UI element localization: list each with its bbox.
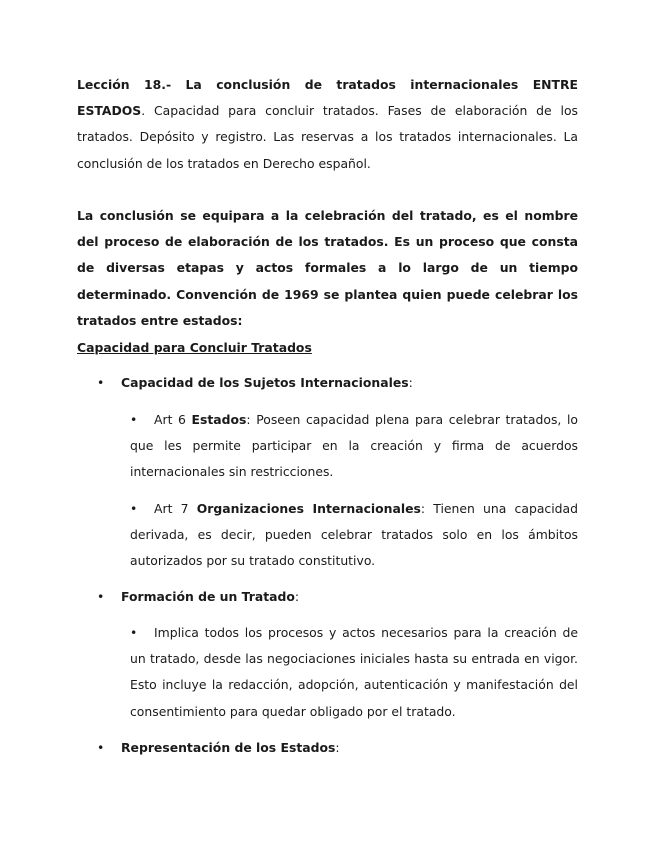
bullet-icon: • xyxy=(97,740,105,755)
section-heading-text: Capacidad para Concluir Tratados xyxy=(77,340,312,355)
item-label: Capacidad de los Sujetos Internacionales xyxy=(121,375,409,390)
item-suffix: : xyxy=(408,375,413,390)
intro-paragraph xyxy=(77,203,578,334)
sub-item-term: Organizaciones Internacionales xyxy=(196,501,421,516)
list-item-capacidad-sujetos xyxy=(97,370,578,396)
bullet-icon: • xyxy=(130,501,138,516)
bullet-icon: • xyxy=(97,375,105,390)
lesson-title: Lección 18.- La conclusión de tratados internacionales ENTRE ESTADOS xyxy=(77,77,578,119)
lesson-title-period: . xyxy=(141,103,146,119)
intro-text: La conclusión se equipara a la celebración del tratado, es el nombre del proceso de elaboración de los tratados. Es un proceso que consta de diversas etapas y actos formales a lo largo de un tiempo determinado. Convención de 1969 se plantea quien puede celebrar los tratados entre estados: xyxy=(77,208,578,328)
sub-item-prefix: Art 6 xyxy=(154,412,192,427)
item-label: Formación de un Tratado xyxy=(121,589,295,604)
item-suffix: : xyxy=(294,589,300,604)
sub-item-text: : Poseen capacidad plena para celebrar tratados, lo que les permite participar en la creación y firma de acuerdos internacionales sin restricciones. xyxy=(130,412,578,480)
sub-item-organizaciones xyxy=(130,496,578,575)
list-item-representacion-estados xyxy=(97,735,578,761)
bullet-icon: • xyxy=(130,625,138,640)
bullet-icon: • xyxy=(130,412,138,427)
item-label: Representación de los Estados xyxy=(121,740,336,755)
sub-item-term: Estados xyxy=(191,412,247,427)
sub-item-text: Implica todos los procesos y actos necesarios para la creación de un tratado, desde las negociaciones iniciales hasta su entrada en vigor. Esto incluye la redacción, adopción, autenticación y manifestación del consentimiento para quedar obligado por el tratado. xyxy=(130,625,578,719)
sub-item-text: : Tienen una capacidad derivada, es decir, pueden celebrar tratados solo en los ámbitos autorizados por su tratado constitutivo. xyxy=(130,501,578,569)
item-suffix: : xyxy=(335,740,340,755)
lesson-header-paragraph xyxy=(77,72,578,177)
sub-item-prefix: Art 7 xyxy=(154,501,197,516)
list-item-formacion-tratado xyxy=(97,584,578,610)
sub-item-formacion-detalle xyxy=(130,620,578,725)
section-heading xyxy=(77,335,578,361)
lesson-description: Capacidad para concluir tratados. Fases de elaboración de los tratados. Depósito y registro. Las reservas a los tratados internacionales. La conclusión de los tratados en Derecho español. xyxy=(77,103,578,171)
sub-item-estados xyxy=(130,407,578,486)
bullet-icon: • xyxy=(97,589,105,604)
